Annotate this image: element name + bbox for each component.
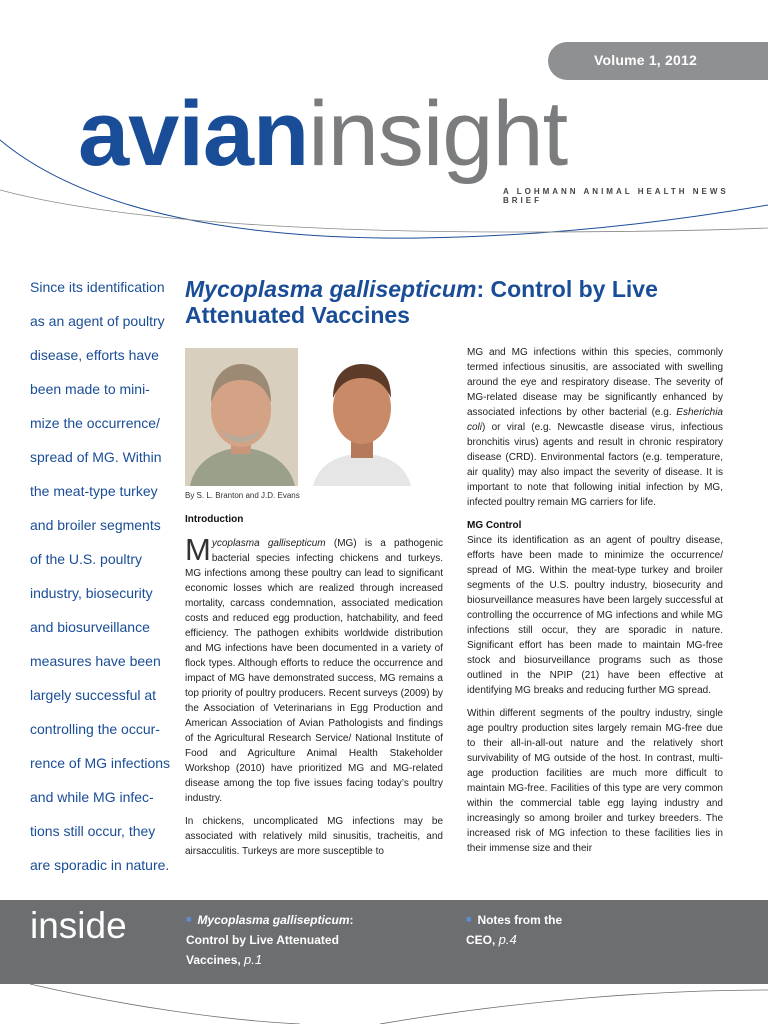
inside-item-1-italic: Mycoplasma gallisepticum bbox=[197, 913, 350, 927]
masthead-logo bbox=[78, 84, 567, 184]
article-column-1 bbox=[185, 532, 443, 867]
sidebar-pull-quote: Since its identification as an agent of poultry disease, efforts have been made to mini-mize the occurrence/ spread of MG. Within the meat-type turkey and broiler segments of the U.S. poultry industry, biosecurity and biosurveillance measures have been largely successful at controlling the occur-rence of MG infections and while MG infec-tions still occur, they are sporadic in nature. bbox=[30, 279, 171, 873]
inside-item-ceo-notes[interactable] bbox=[466, 909, 586, 950]
inside-label: inside bbox=[30, 905, 127, 946]
column2-paragraph-3: Within different segments of the poultry industry, single age poultry production sites largely remain MG-free due to their all-in-all-out nature and the relatively short survivability of MG outside of the host. In contrast, multi-age production facilities are much more difficult to maintain MG-free. Facilities of this type are very common within the commercial table egg laying industry and increasingly so among broiler and turkey breeders. The increased risk of MG infection to these facilities lies in their immense size and their bbox=[467, 708, 723, 854]
inside-item-2-text: Notes from the CEO, bbox=[466, 913, 563, 947]
intro-italic-term: ycoplasma gallisepticum bbox=[211, 538, 326, 549]
footer-curve-1 bbox=[30, 984, 300, 1024]
article-title-rest: : Control by Live Attenuated Vaccines bbox=[185, 276, 658, 328]
column2-paragraph-1-text-a: MG and MG infections within this species, commonly termed infectious sinusitis, are associated with swelling around the eye and respiratory disease. The severity of MG-related disease may be significantly enhanced by associated infections by other bacterial (e.g. bbox=[467, 347, 723, 418]
bullet-icon: ■ bbox=[186, 914, 192, 924]
bullet-icon: ■ bbox=[466, 914, 472, 924]
masthead-avian: avian bbox=[78, 83, 309, 185]
article-title bbox=[185, 276, 705, 328]
volume-label: Volume 1, 2012 bbox=[594, 52, 697, 68]
column2-paragraph-1 bbox=[467, 345, 723, 510]
author-portrait-2 bbox=[305, 350, 419, 486]
column2-paragraph-2: Since its identification as an agent of poultry disease, efforts have been made to minimize the occurrence/ spread of MG. Within the meat-type turkey and broiler segments of the U.S. poultry industry, biosecurity and biosurveillance measures have been largely successful at controlling the occurrence of MG infections and while MG infections still occur, they are sporadic in nature. Significant effort has been made to maintain MG-free stock and biosurveillance programs such as those outlined in the NPIP (21) have been effective at identifying MG breaks and reducing further MG spread. bbox=[467, 535, 723, 696]
inside-item-mycoplasma[interactable] bbox=[186, 909, 396, 970]
inside-item-1-text: : Control by Live Attenuated Vaccines, bbox=[186, 913, 354, 967]
footer-curve-2 bbox=[380, 990, 768, 1024]
author-byline: By S. L. Branton and J.D. Evans bbox=[185, 491, 300, 500]
author-photo-branton bbox=[185, 348, 298, 486]
inside-item-1-page: p.1 bbox=[244, 952, 263, 967]
intro-paragraph-2: In chickens, uncomplicated MG infections may be associated with relatively mild sinusitis, tracheitis, and airsacculitis. Turkeys are more susceptible to bbox=[185, 816, 443, 857]
tagline: A LOHMANN ANIMAL HEALTH NEWS BRIEF bbox=[503, 187, 729, 205]
intro-paragraph-1 bbox=[185, 532, 443, 806]
inside-item-2-page: p.4 bbox=[498, 932, 517, 947]
introduction-heading: Introduction bbox=[185, 514, 244, 525]
author-photo-evans bbox=[305, 350, 419, 486]
intro-paragraph-1-text: (MG) is a pathogenic bacterial species infecting chickens and turkeys. MG infections among these poultry can lead to significant economic losses which are realized through increased mortality, carcass condemnation, associated medication costs and reduced egg production, hatchability, and feed efficiency. The pathogen exhibits worldwide distribution and MG infections have been documented in a variety of flock types. Although efforts to reduce the occurrence and impact of MG have demonstrated success, MG remains a top priority of poultry producers. Recent surveys (2009) by the Association of Veterinarians in Egg Production and American Association of Avian Pathologists and findings of the Agricultural Research Service/ National Institute of Food and Agriculture Animal Health Stakeholder Workshop (2010) have prioritized MG and MG-related disease among the top five issues facing today’s poultry industry. bbox=[185, 538, 443, 804]
article-title-italic: Mycoplasma gallisepticum bbox=[185, 276, 477, 302]
article-column-2 bbox=[467, 345, 723, 864]
author-portrait-1 bbox=[185, 348, 298, 486]
ecoli-italic: Esherichia coli bbox=[467, 407, 723, 433]
drop-cap: M bbox=[185, 532, 211, 567]
mg-control-heading: MG Control bbox=[467, 520, 522, 531]
masthead-insight: insight bbox=[308, 83, 568, 185]
column2-paragraph-1-text-b: ) or viral (e.g. Newcastle disease virus, infectious bronchitis virus) agents and result in chronic respiratory disease (CRD). Environmental factors (e.g. temperature, air quality) may also impact the severity of disease. It is important to note that following initial infection by MG, infected poultry remain MG carriers for life. bbox=[467, 422, 723, 508]
